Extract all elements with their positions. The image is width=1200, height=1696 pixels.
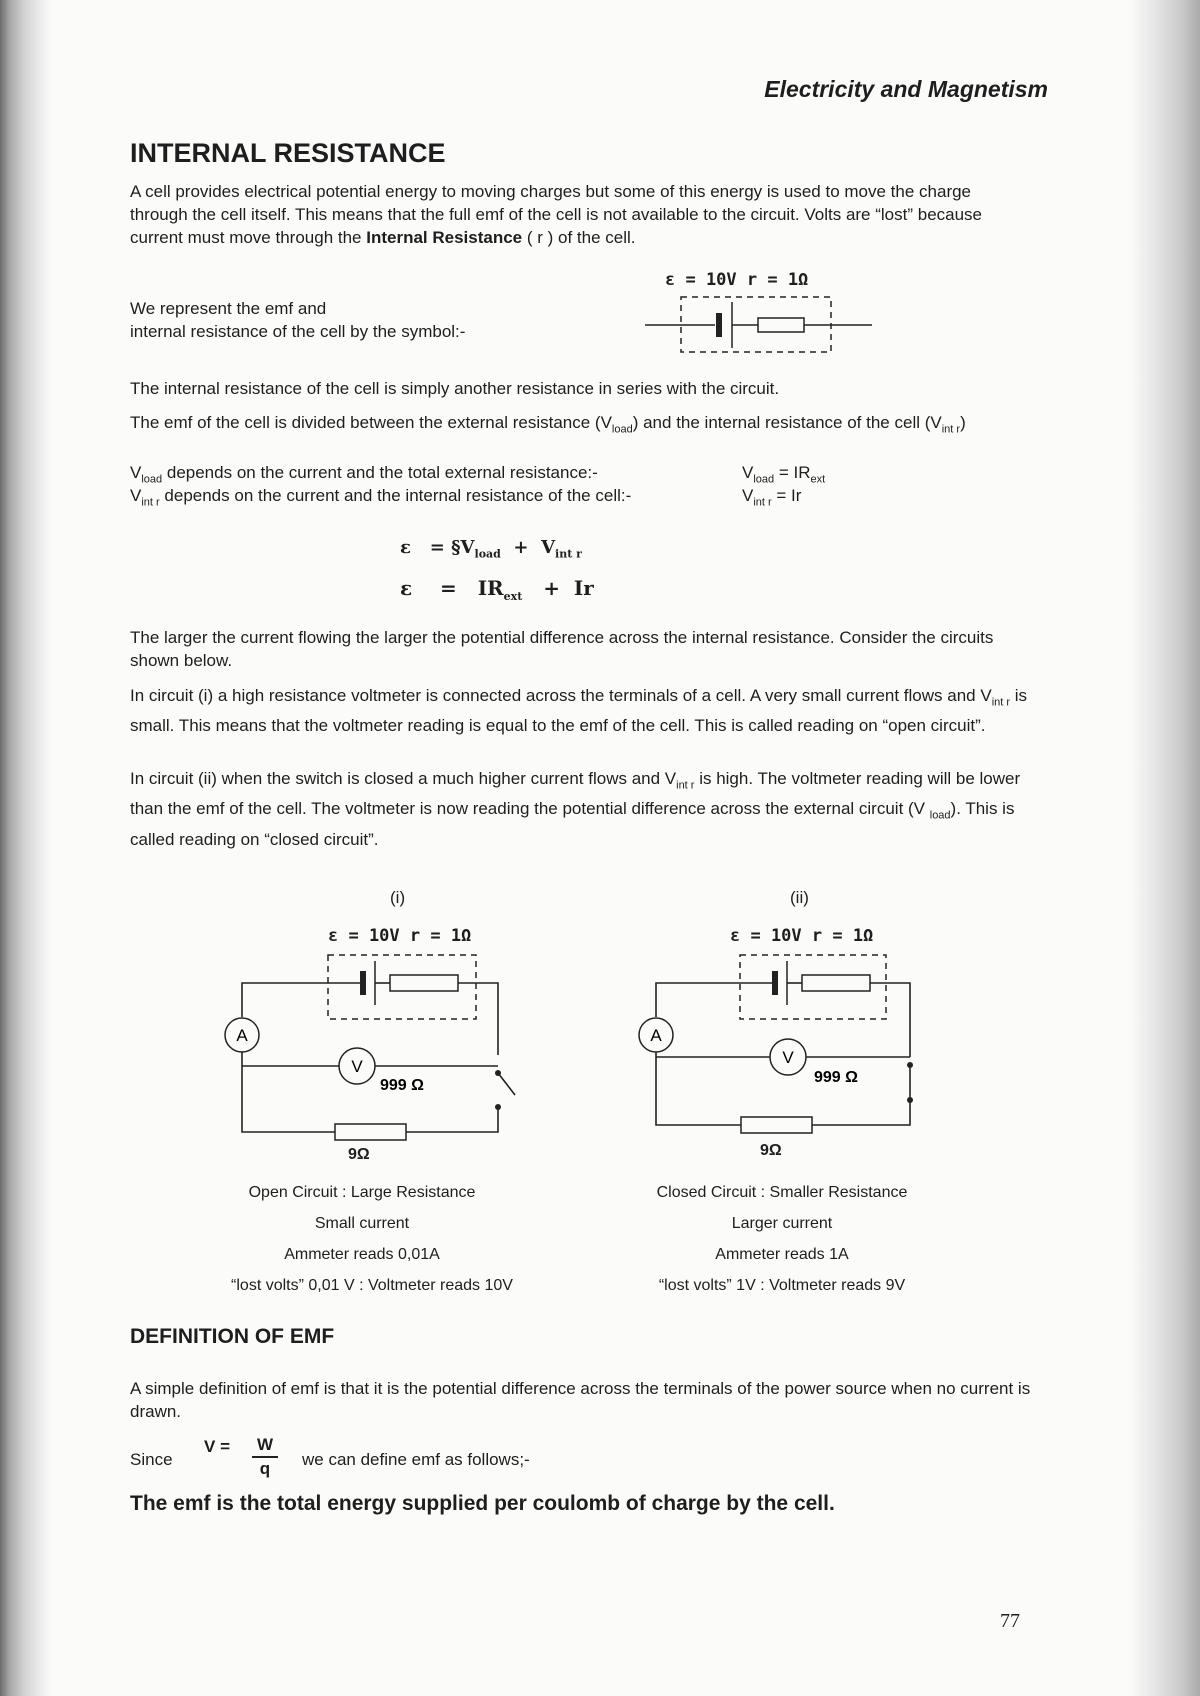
- circuit-ii-caption-3: Ammeter reads 1A: [715, 1246, 849, 1263]
- intro-paragraph: A cell provides electrical potential energy to moving charges but some of this energy is used to move the charge through the cell itself. This means that the full emf of the cell is not available to the circuit. Volts are “lost” because current must move through the Internal Resistance ( r ) of the cell.: [130, 182, 983, 247]
- circuit-i-caption-4: “lost volts” 0,01 V : Voltmeter reads 10V: [231, 1277, 513, 1294]
- circuit-ii-caption-2: Larger current: [731, 1215, 833, 1232]
- circuit-ii-load-label: 9Ω: [760, 1142, 782, 1159]
- page-title: INTERNAL RESISTANCE: [130, 138, 446, 168]
- circuit-ii-cell-short-plate: [772, 971, 778, 995]
- circuit-i-emf-label: ε = 10V r = 1Ω: [328, 926, 472, 946]
- larger-current-paragraph: The larger the current flowing the larger the potential difference across the internal resistance. Consider the circuits shown below.: [130, 628, 994, 670]
- svg-text:V: V: [351, 1057, 363, 1076]
- vint-formula: $V_{int r} = Ir$: [742, 486, 802, 509]
- svg-text:V: V: [782, 1048, 794, 1067]
- circuit-i-cell-box: [328, 955, 476, 1019]
- definition-paragraph: A simple definition of emf is that it is the potential difference across the terminals of the power source when no current is drawn.: [130, 1379, 1031, 1421]
- circuit-ii-wire-left: [656, 1052, 741, 1125]
- equation-2: ε = $IR_{ext}$ + Ir: [400, 576, 594, 603]
- page-number: 77: [1000, 1610, 1020, 1632]
- circuit-i-caption-1: Open Circuit : Large Resistance: [248, 1184, 476, 1201]
- circuit-ii-caption-1: Closed Circuit : Smaller Resistance: [656, 1184, 908, 1201]
- circuit-i-diagram: [210, 945, 530, 1145]
- equation-1: ε = $\S V_{load} + V_{int r}$: [400, 537, 582, 561]
- circuit-ii-wire-top-left: [656, 983, 772, 1017]
- circuit-ii-paragraph: In circuit (ii) when the switch is closed a much higher current flows and $V_{int r}$ is high. The voltmeter reading will be lower than the emf of the cell. The voltmeter is now reading the potential difference across the external circuit (V $_{load}$). This is called reading on “closed circuit”.: [130, 769, 1021, 849]
- cell-short-plate: [716, 313, 722, 337]
- circuit-ii-internal-resistor: [802, 975, 870, 991]
- vint-depends-row: $V_{int r}$ depends on the current and the internal resistance of the cell:- $V_{int r} = Ir$: [130, 486, 802, 509]
- circuit-i-cell-short-plate: [360, 971, 366, 995]
- divided-paragraph: The emf of the cell is divided between the external resistance $(V_{load})$ and the internal resistance of the cell $(V_{int r})$: [130, 413, 966, 436]
- running-header: Electricity and Magnetism: [764, 76, 1048, 102]
- circuit-ii-number: (ii): [790, 888, 809, 907]
- cell-symbol-label: ε = 10V r = 1Ω: [665, 270, 809, 290]
- svg-text:A: A: [236, 1026, 248, 1045]
- circuit-ii-caption-4: “lost volts” 1V : Voltmeter reads 9V: [658, 1277, 906, 1294]
- symbol-description: We represent the emf and internal resistance of the cell by the symbol:-: [130, 299, 466, 341]
- circuit-i-internal-resistor: [390, 975, 458, 991]
- circuit-ii-diagram: [626, 945, 946, 1145]
- circuit-ii-wire-bottom-right: [812, 1100, 910, 1125]
- vload-formula: $V_{load} = IR_{ext}$: [742, 463, 826, 486]
- v-equals-formula: V =: [204, 1437, 231, 1456]
- circuit-i-paragraph: In circuit (i) a high resistance voltmeter is connected across the terminals of a cell. A very small current flows and $V_{int r}$ is small. This means that the voltmeter reading is equal to the emf of the cell. This is called reading on “open circuit”.: [130, 686, 1028, 736]
- circuit-i-wire-top-left: [242, 983, 360, 1017]
- series-paragraph: The internal resistance of the cell is simply another resistance in series with the circuit.: [130, 379, 780, 398]
- circuit-i-load-resistor: [335, 1124, 406, 1140]
- w-over-q-fraction: [252, 1434, 278, 1480]
- circuit-ii-load-resistor: [741, 1117, 812, 1133]
- define-emf-text: we can define emf as follows;-: [302, 1450, 530, 1469]
- circuit-ii-voltmeter-resistance: 999 Ω: [814, 1069, 858, 1086]
- circuit-i-voltmeter-resistance: 999 Ω: [380, 1077, 424, 1094]
- vload-depends-row: $V_{load}$ depends on the current and the total external resistance:- $V_{load} = IR_{ext}$: [130, 463, 826, 486]
- circuit-i-caption-3: Ammeter reads 0,01A: [284, 1246, 440, 1263]
- circuit-ii-emf-label: ε = 10V r = 1Ω: [730, 926, 874, 946]
- circuit-i-wire-left: [242, 1052, 335, 1132]
- circuit-i-number: (i): [390, 888, 406, 907]
- definition-heading: DEFINITION OF EMF: [130, 1325, 335, 1348]
- circuit-ii-wire-top-right: [870, 983, 910, 1057]
- circuit-i-caption-2: Small current: [314, 1215, 410, 1232]
- internal-resistor: [758, 318, 804, 332]
- fraction-numerator: W: [252, 1434, 278, 1458]
- circuit-i-load-label: 9Ω: [348, 1146, 370, 1163]
- circuit-i-switch-open: [498, 1073, 515, 1095]
- intro-bold-term: Internal Resistance: [366, 228, 523, 247]
- circuit-ii-cell-box: [740, 955, 886, 1019]
- since-label: Since: [130, 1450, 173, 1469]
- circuit-i-wire-bottom-right: [406, 1107, 498, 1132]
- cell-symbol-diagram: [640, 292, 880, 362]
- emf-definition-statement: The emf is the total energy supplied per coulomb of charge by the cell.: [130, 1492, 835, 1515]
- svg-text:A: A: [650, 1026, 662, 1045]
- fraction-denominator: q: [259, 1459, 271, 1478]
